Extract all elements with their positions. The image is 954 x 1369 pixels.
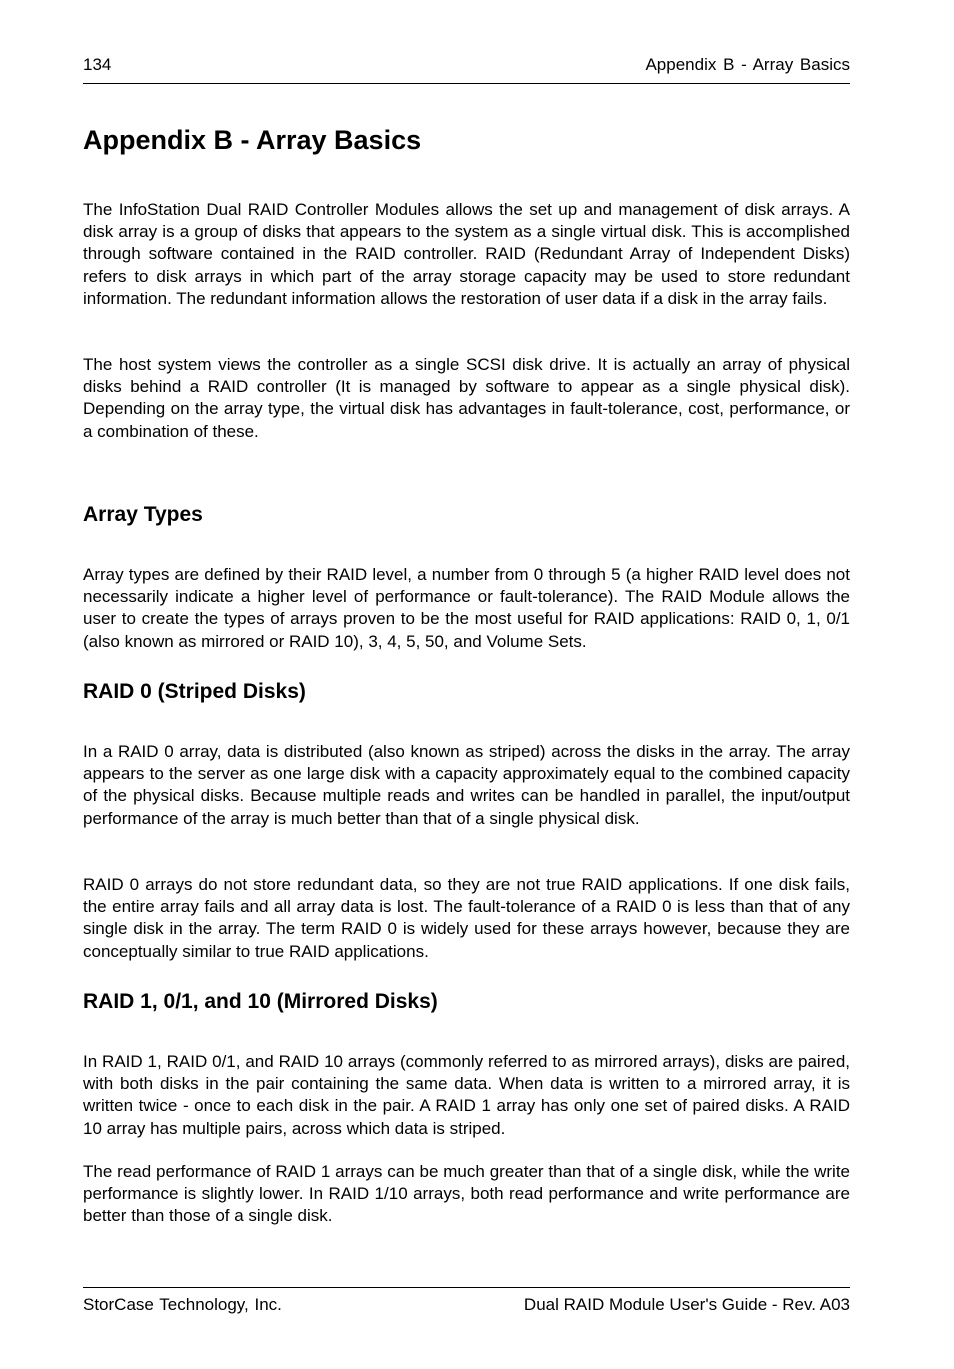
footer-rule <box>83 1287 850 1288</box>
running-header <box>83 55 850 77</box>
raid1-paragraph-1: In RAID 1, RAID 0/1, and RAID 10 arrays (commonly referred to as mirrored arrays), disks are paired, with both disks in the pair containing the same data. When data is written to a mirrored array, it is written twice - once to each disk in the pair. A RAID 1 array has only one set of paired disks. A RAID 10 array has multiple pairs, across which data is striped. <box>83 1052 850 1138</box>
running-title: Appendix B - Array Basics <box>645 55 850 74</box>
raid0-paragraph-2: RAID 0 arrays do not store redundant data, so they are not true RAID applications. If one disk fails, the entire array fails and all array data is lost. The fault-tolerance of a RAID 0 is less than that of any single disk in the array. The term RAID 0 is widely used for these arrays however, because they are conceptually similar to true RAID applications. <box>83 875 850 961</box>
array-types-paragraph: Array types are defined by their RAID level, a number from 0 through 5 (a higher RAID level does not necessarily indicate a higher level of performance or fault-tolerance). The RAID Module allows the user to create the types of arrays proven to be the most useful for RAID applications: RAID 0, 1, 0/1 (also known as mirrored or RAID 10), 3, 4, 5, 50, and Volume Sets. <box>83 565 850 651</box>
footer-doc-title: Dual RAID Module User's Guide - Rev. A03 <box>523 1295 850 1314</box>
intro-paragraph-1: The InfoStation Dual RAID Controller Modules allows the set up and management of disk arrays. A disk array is a group of disks that appears to the system as a single virtual disk. This is accomplished through software contained in the RAID controller. RAID (Redundant Array of Independent Disks) refers to disk arrays in which part of the array storage capacity may be used to store redundant information. The redundant information allows the restoration of user data if a disk in the array fails. <box>83 200 850 308</box>
header-rule <box>83 83 850 84</box>
raid1-paragraph-2: The read performance of RAID 1 arrays can be much greater than that of a single disk, while the write performance is slightly lower. In RAID 1/10 arrays, both read performance and write performance are better than those of a single disk. <box>83 1162 850 1226</box>
section-title-raid1: RAID 1, 0/1, and 10 (Mirrored Disks) <box>83 990 438 1013</box>
page-number: 134 <box>83 55 112 74</box>
intro-paragraph-2: The host system views the controller as a single SCSI disk drive. It is actually an array of physical disks behind a RAID controller (It is managed by software to appear as a single physical disk). Depending on the array type, the virtual disk has advantages in fault-tolerance, cost, performance, or a combination of these. <box>83 355 850 441</box>
chapter-title: Appendix B - Array Basics <box>83 125 422 155</box>
footer-company: StorCase Technology, Inc. <box>83 1295 282 1314</box>
running-footer <box>83 1295 850 1317</box>
document-page <box>83 0 850 1369</box>
section-title-array-types: Array Types <box>83 503 203 526</box>
raid0-paragraph-1: In a RAID 0 array, data is distributed (also known as striped) across the disks in the array. The array appears to the server as one large disk with a capacity approximately equal to the combined capacity of the physical disks. Because multiple reads and writes can be handled in parallel, the input/output performance of the array is much better than that of a single physical disk. <box>83 742 850 828</box>
section-title-raid0: RAID 0 (Striped Disks) <box>83 680 306 703</box>
